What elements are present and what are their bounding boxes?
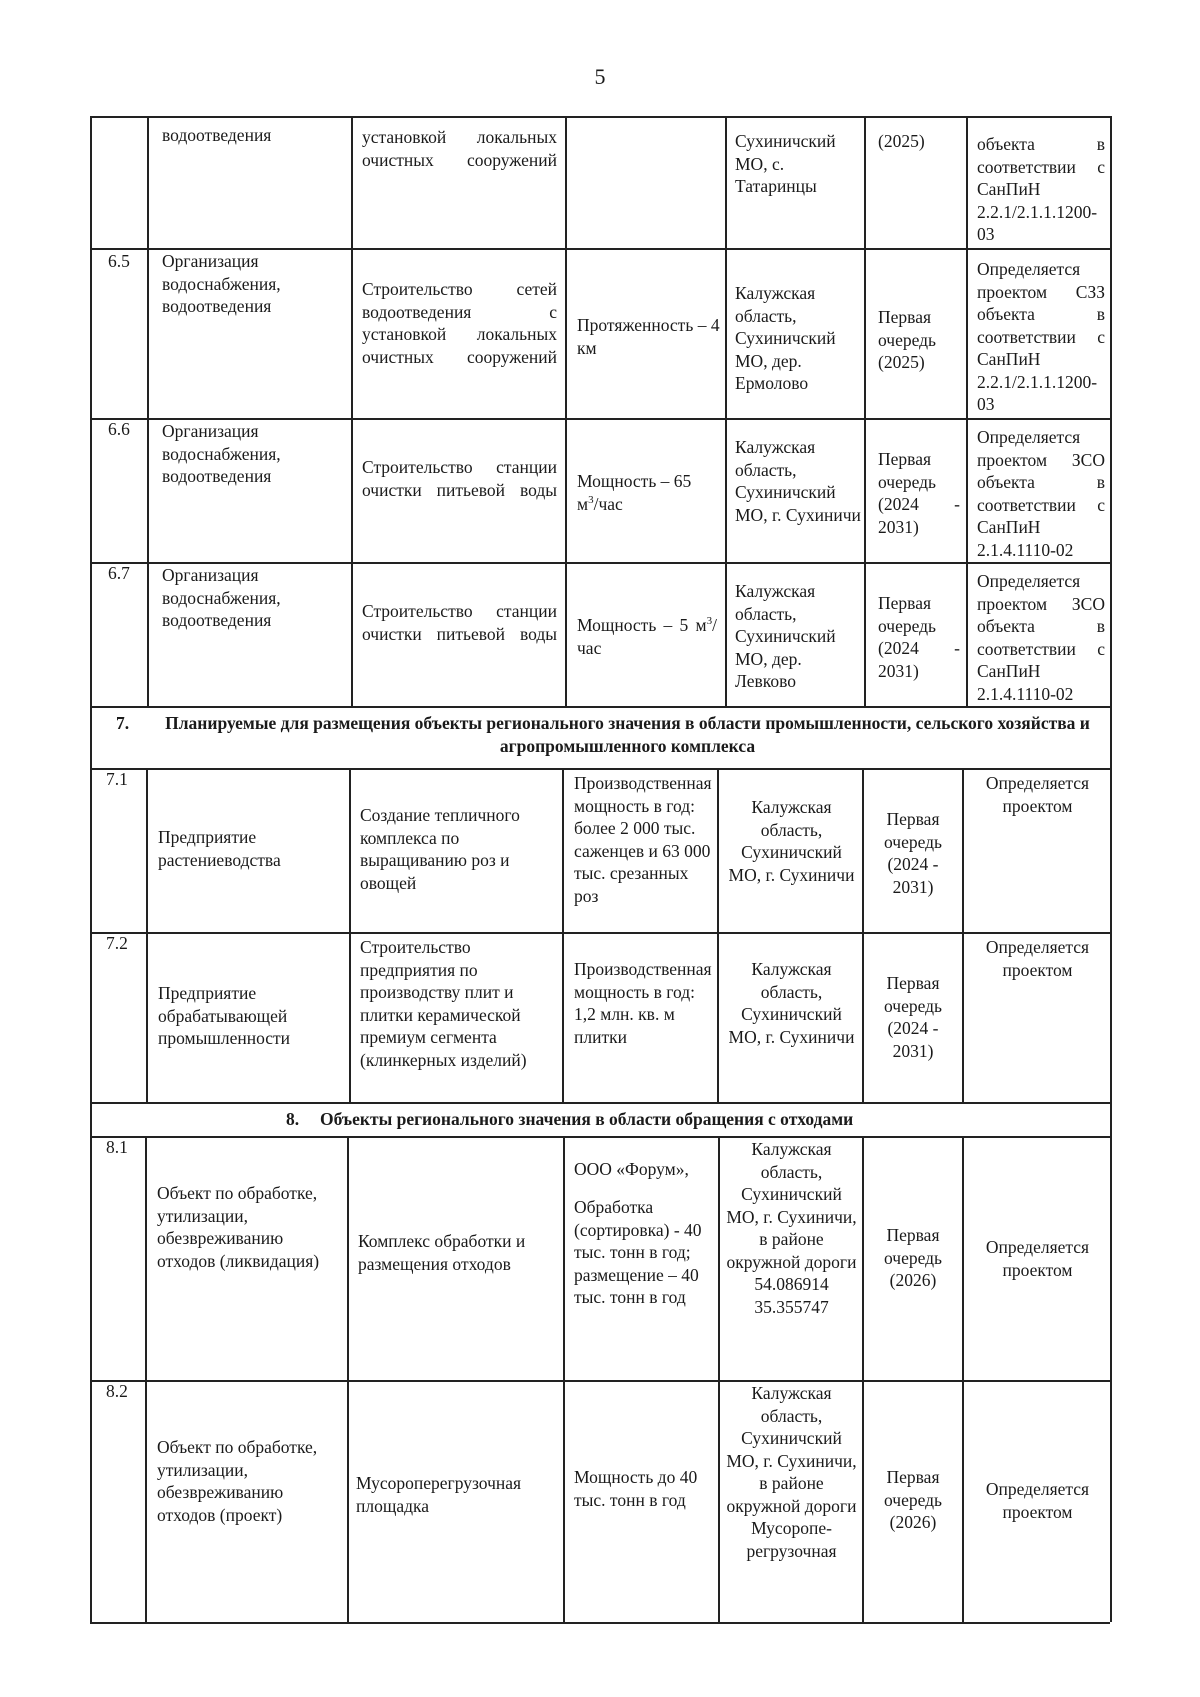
object-name: Организация водоснабжения, водоотведения [162,421,281,486]
works-description: Строительство предприятия по производству плит и плитки керамической премиум сегмента (клинкерных изделий) [360,937,527,1070]
term: Первая очередь (2024 - 2031) [883,973,943,1061]
note: Определяется проектом [985,773,1090,816]
row-number: 8.2 [106,1381,128,1401]
parameters [577,614,717,659]
note: Определяется проектом [985,1479,1090,1522]
location: Калужская область, Сухиничский МО, дер. Ермолово [735,283,836,393]
term: Первая очередь (2024 - 2031) [883,809,943,897]
page-number: 5 [594,64,606,89]
note: Определяется проектом СЗЗ объекта в соответствии с СанПиН 2.2.1/2.1.1.1200-03 [977,259,1105,414]
row-number: 6.7 [108,563,130,583]
works-description: Мусороперегрузочная площадка [356,1473,522,1516]
parameters-suffix: /час [593,493,623,514]
works-description: Строительство станции очистки питьевой воды [362,601,557,644]
row-number: 8.1 [106,1137,128,1157]
parameters-sup: 3 [706,615,713,628]
object-name: Объект по обработке, утилизации, обезвреживанию отходов (ликвидация) [157,1183,320,1271]
works-description: Комплекс обработки и размещения отходов [358,1231,526,1274]
term: (2025) [878,131,925,151]
term: Первая очередь (2026) [883,1225,943,1290]
section-title: Планируемые для размещения объекты регионального значения в области промышленности, сельского хозяйства и агропромышленного комплекса [165,713,1090,756]
term: Первая очередь (2026) [883,1467,943,1532]
term: Первая очередь (2025) [878,307,937,372]
note: Определяется проектом [985,1237,1090,1280]
section-title: Объекты регионального значения в области обращения с отходами [320,1109,854,1129]
row-number: 7.1 [106,769,128,789]
works-description: установкой локальных очистных сооружений [362,127,557,170]
object-name: Предприятие растениеводства [158,827,281,870]
location: Калужская область, Сухиничский МО, г. Сухиничи [728,797,855,885]
section-number: 7. [116,713,130,733]
location: Калужская область, Сухиничский МО, г. Сухиничи, в районе окружной дороги Мусоропе-регрузочная [726,1383,857,1561]
row-number: 6.5 [108,251,130,271]
row-number: 6.6 [108,419,130,439]
location: Калужская область, Сухиничский МО, дер. Левково [735,581,836,691]
object-name: Организация водоснабжения, водоотведения [162,565,281,630]
works-description: Строительство станции очистки питьевой воды [362,457,557,500]
parameters: Производственная мощность в год: 1,2 млн. кв. м плитки [574,959,712,1047]
object-name: Организация водоснабжения, водоотведения [162,251,281,316]
object-name: Объект по обработке, утилизации, обезвреживанию отходов (проект) [157,1437,318,1525]
note: Определяется проектом ЗСО объекта в соответствии с СанПиН 2.1.4.1110-02 [977,571,1105,704]
location: Калужская область, Сухиничский МО, г. Сухиничи [728,959,855,1047]
term: Первая очередь (2024 - 2031) [878,449,960,537]
parameters: Производственная мощность в год: более 2 000 тыс. саженцев и 63 000 тыс. срезанных роз [574,773,712,906]
parameters: Мощность до 40 тыс. тонн в год [574,1467,698,1510]
works-description: Строительство сетей водоотведения с установкой локальных очистных сооружений [362,279,557,367]
object-name: Предприятие обрабатывающей промышленности [158,983,291,1048]
parameters-sup: 3 [588,493,594,506]
location: Калужская область, Сухиничский МО, г. Сухиничи [735,437,861,525]
note: объекта в соответствии с СанПиН 2.2.1/2.1.1.1200-03 [977,134,1105,244]
parameters-org: ООО «Форум», [574,1159,689,1179]
object-name: водоотведения [162,125,272,145]
parameters [577,470,717,515]
note: Определяется проектом [985,937,1090,980]
section-number: 8. [286,1109,300,1129]
parameters-prefix: Мощность – 5 м [577,615,707,635]
works-description: Создание тепличного комплекса по выращиванию роз и овощей [360,805,520,893]
term: Первая очередь (2024 - 2031) [878,593,960,681]
location: Сухиничский МО, с. Татаринцы [735,131,836,196]
note: Определяется проектом ЗСО объекта в соответствии с СанПиН 2.1.4.1110-02 [977,427,1105,560]
parameters: Протяженность – 4 км [577,315,720,358]
parameters-suffix: /час [577,615,717,658]
location: Калужская область, Сухиничский МО, г. Сухиничи, в районе окружной дороги 54.086914 35.355747 [726,1139,857,1317]
parameters-prefix: Мощность – 65 м [577,471,692,514]
parameters: Обработка (сортировка) - 40 тыс. тонн в год; размещение – 40 тыс. тонн в год [574,1197,702,1307]
row-number: 7.2 [106,933,128,953]
